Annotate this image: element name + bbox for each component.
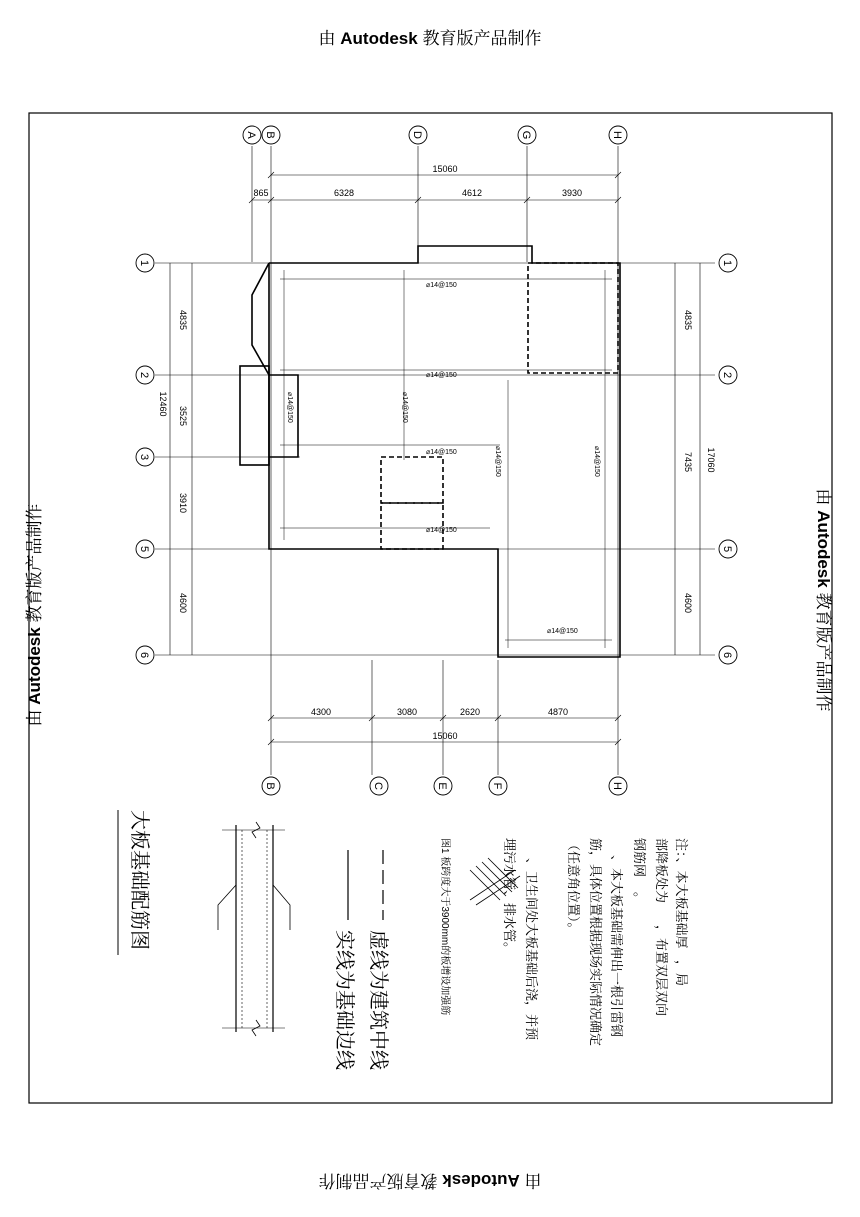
axis-label-bottom: F (491, 782, 503, 790)
axis-label-right: 1 (721, 259, 733, 267)
right-dimensions (683, 310, 716, 613)
rebar-label: ⌀14@150 (426, 527, 457, 534)
slab-section-detail (218, 822, 290, 1036)
axis-label-left: 3 (138, 453, 150, 461)
dimension-label: 3525 (178, 405, 188, 427)
dimension-label: 2620 (459, 707, 481, 717)
rebar-labels (286, 282, 600, 635)
dimension-label: 4835 (178, 309, 188, 331)
dimension-label: 4835 (683, 309, 693, 331)
rebar-label: ⌀14@150 (593, 446, 600, 477)
dimension-label: 3910 (178, 492, 188, 514)
vertical-grid-lines (252, 146, 618, 775)
note-line: ，局 (674, 960, 689, 987)
dimension-label: 4612 (461, 188, 483, 198)
legend-solid-label: 实线为基础边线 (333, 930, 355, 1070)
axis-label-right: 6 (721, 651, 733, 659)
axis-labels (138, 131, 733, 790)
dimension-label: 4600 (683, 592, 693, 614)
note-line: 钢筋网 (632, 838, 647, 878)
note-line: 。 (632, 892, 647, 906)
dimension-label: 4600 (178, 592, 188, 614)
left-dimensions (158, 310, 188, 613)
dimension-label: 4870 (547, 707, 569, 717)
watermark-top: 由 Autodesk 教育版产品制作 (318, 29, 542, 48)
note-line: 注：、本大板基础厚 (674, 838, 689, 949)
dimension-label: 4300 (310, 707, 332, 717)
note-line: （任意角位置）。 (566, 838, 581, 936)
note-line: 埋污水管、排水管。 (502, 838, 517, 956)
axis-bubbles (136, 126, 737, 795)
axis-label-top: D (411, 131, 423, 139)
note-line: 、卫生间处大板基础后浇，并预 (524, 858, 539, 1041)
axis-label-top: B (264, 131, 276, 139)
rebar-label: ⌀14@150 (401, 392, 408, 423)
axis-label-top: H (611, 131, 623, 139)
depressed-slab-areas (381, 263, 618, 549)
axis-label-left: 1 (138, 259, 150, 267)
axis-label-bottom: C (372, 782, 384, 790)
watermark-left: 由 Autodesk 教育版产品制作 (25, 503, 44, 727)
note-line: 、本大板基础需伸出一根引雷钢 (609, 855, 624, 1038)
axis-label-bottom: E (436, 782, 448, 790)
note-line: 部降板处为 (654, 838, 669, 904)
axis-label-bottom: H (611, 782, 623, 790)
horizontal-grid-lines (155, 263, 715, 655)
note-line: ，布置双层双向 (654, 925, 669, 1017)
dimension-label: 7435 (683, 451, 693, 473)
rebar-label: ⌀14@150 (426, 449, 457, 456)
dimension-label: 3080 (396, 707, 418, 717)
design-notes (439, 838, 689, 1046)
watermark-right: 由 Autodesk 教育版产品制作 (814, 488, 833, 712)
axis-label-bottom: B (264, 782, 276, 790)
axis-label-left: 6 (138, 651, 150, 659)
rebar-label: ⌀14@150 (426, 282, 457, 289)
drawing-title: 大板基础配筋图 (128, 810, 150, 950)
axis-label-left: 2 (138, 371, 150, 379)
note-line: 筋，具体位置根据现场实际情况确定 (588, 838, 603, 1047)
dimension-label: 6328 (333, 188, 355, 198)
legend (333, 850, 390, 1070)
dimension-label: 15060 (432, 164, 458, 174)
axis-label-top: G (520, 130, 532, 140)
dimension-label: 865 (253, 188, 269, 198)
dimension-label: 17060 (706, 447, 716, 473)
rebar-label: ⌀14@150 (494, 446, 501, 477)
figure-caption: 图1 板跨度大于3900mm的板增设加强筋 (439, 838, 450, 1016)
watermark-bottom: 由 Autodesk 教育版产品制作 (318, 1171, 542, 1190)
legend-dashed-label: 虚线为建筑中线 (367, 930, 389, 1070)
rebar-label: ⌀14@150 (286, 392, 293, 423)
axis-label-top: A (245, 131, 257, 139)
rebar-label: ⌀14@150 (547, 628, 578, 635)
axis-label-right: 5 (721, 545, 733, 553)
dimension-label: 3930 (561, 188, 583, 198)
dimension-label: 12460 (158, 391, 168, 417)
dimension-label: 15060 (432, 731, 458, 741)
bottom-dimensions (311, 707, 568, 741)
reinforcement-bars (280, 270, 612, 648)
rebar-label: ⌀14@150 (426, 372, 457, 379)
axis-label-right: 2 (721, 371, 733, 379)
axis-label-left: 5 (138, 545, 150, 553)
